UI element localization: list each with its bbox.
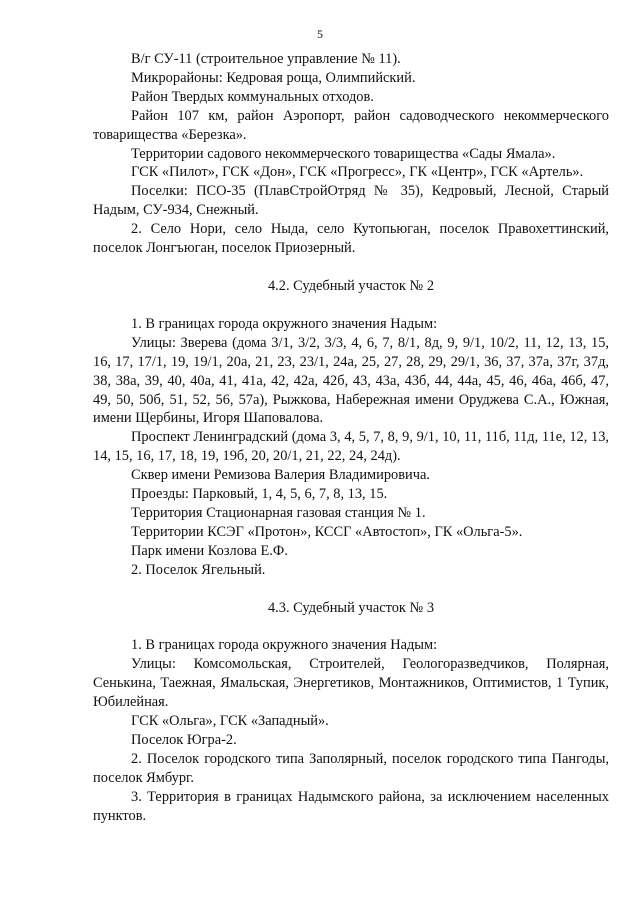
section-heading-court-district-2: 4.2. Судебный участок № 2 [267, 277, 435, 294]
paragraph-settlements: Поселки: ПСО-35 (ПлавСтройОтряд № 35), Кедровый, Лесной, Старый Надым, СУ-934, Снежный. [93, 183, 609, 219]
paragraph-streets-district-3: Улицы: Комсомольская, Строителей, Геологоразведчиков, Полярная, Сенькина, Таежная, Ямальская, Энергетиков, Монтажников, Оптимистов, 1 Тупик, Юбилейная. [93, 656, 609, 711]
page-number: 5 [317, 27, 323, 41]
paragraph-military-town: В/г СУ-11 (строительное управление № 11). [131, 51, 401, 67]
section-heading-court-district-3: 4.3. Судебный участок № 3 [267, 599, 435, 616]
paragraph-nadym-boundaries-3: 1. В границах города окружного значения Надым: [131, 637, 438, 654]
paragraph-yagelny: 2. Поселок Ягельный. [131, 561, 266, 578]
paragraph-nadym-district-territory: 3. Территория в границах Надымского района, за исключением населенных пунктов. [93, 788, 609, 824]
paragraph-yugra-2: Поселок Югра-2. [131, 732, 237, 748]
document-body [93, 50, 609, 826]
paragraph-territories-proton: Территории КСЭГ «Протон», КССГ «Автостоп», ГК «Ольга-5». [131, 523, 523, 540]
paragraph-gas-station: Территория Стационарная газовая станция № 1. [131, 504, 426, 521]
paragraph-leningradsky-avenue: Проспект Ленинградский (дома 3, 4, 5, 7, 8, 9, 9/1, 10, 11, 11б, 11д, 11е, 12, 13, 14, 15, 16, 17, 18, 19, 19б, 20, 20/1, 21, 22, 24, 24д). [93, 429, 609, 465]
paragraph-urban-settlements: 2. Поселок городского типа Заполярный, поселок городского типа Пангоды, поселок Ямбург. [93, 750, 609, 786]
paragraph-remizov-square: Сквер имени Ремизова Валерия Владимировича. [131, 467, 430, 484]
paragraph-107km-airport: Район 107 км, район Аэропорт, район садоводческого некоммерческого товарищества «Березка». [93, 107, 609, 143]
paragraph-garage-cooperatives-3: ГСК «Ольга», ГСК «Западный». [131, 713, 329, 730]
paragraph-solid-waste-district: Район Твердых коммунальных отходов. [131, 88, 374, 105]
paragraph-passages: Проезды: Парковый, 1, 4, 5, 6, 7, 8, 13, 15. [131, 486, 388, 503]
paragraph-garage-cooperatives: ГСК «Пилот», ГСК «Дон», ГСК «Прогресс», ГК «Центр», ГСК «Артель». [131, 164, 584, 181]
paragraph-yamal-gardens: Территории садового некоммерческого товарищества «Сады Ямала». [131, 145, 556, 162]
paragraph-nadym-boundaries: 1. В границах города окружного значения Надым: [131, 315, 438, 332]
paragraph-microdistricts: Микрорайоны: Кедровая роща, Олимпийский. [131, 69, 416, 86]
paragraph-streets-district-2: Улицы: Зверева (дома 3/1, 3/2, 3/3, 4, 6, 7, 8/1, 8д, 9, 9/1, 10/2, 11, 12, 13, 15, 16, 17, 17/1, 19, 19/1, 20а, 21, 23, 23/1, 24а, 25, 27, 28, 29, 29/1, 36, 37, 37а, 37г, 37д, 38, 38а, 39, 40, 40а, 41, 41а, 42, 42а, 42б, 43, 43а, 43б, 44, 44а, 45, 46, 46а, 46б, 47, 49, 50, 50б, 51, 52, 56, 57а), Рыжкова, Набережная имени Оруджева С.А., Южная, имени Щербины, Игоря Шаповалова. [93, 334, 609, 427]
paragraph-villages: 2. Село Нори, село Ныда, село Кутопьюган, поселок Правохеттинский, поселок Лонгъюган, поселок Приозерный. [93, 221, 609, 257]
paragraph-kozlov-park: Парк имени Козлова Е.Ф. [131, 542, 288, 559]
